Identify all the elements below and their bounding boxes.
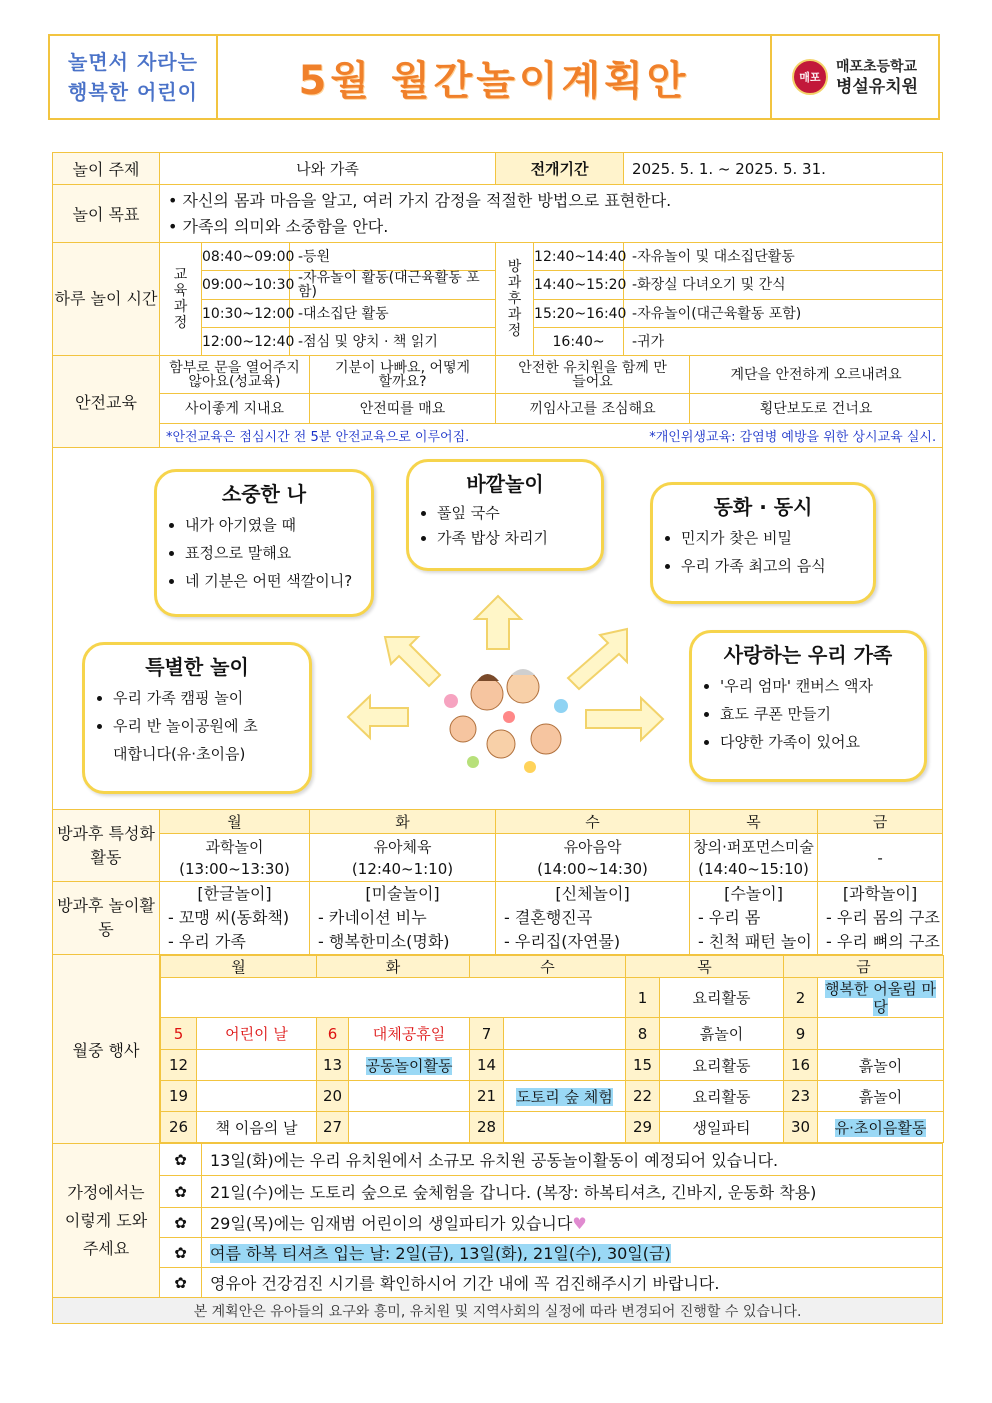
calendar-event: 대체공휴일 [349,1018,470,1050]
schedule-time: 08:40~09:00 [202,243,290,271]
activity-time: (13:00~13:30) [179,859,290,878]
arrow-upright-icon [568,629,627,689]
calendar-date: 2 [784,978,818,1018]
home-note: 21일(수)에는 도토리 숲으로 숲체험을 갑니다. (복장: 하복티셔츠, 긴바지, 운동화 착용) [202,1176,943,1208]
bubble-title: 특별한 놀이 [145,654,249,679]
calendar-event: 요리활동 [660,978,784,1018]
heart-icon: ♥ [572,1214,587,1233]
flower-bullet-icon: ✿ [160,1238,202,1268]
calendar-event [504,1050,626,1081]
bubble-item: • 우리 가족 캠핑 놀이 [113,684,309,712]
kindergarten-name: 병설유치원 [835,76,919,97]
weekday-tue: 화 [317,956,470,978]
play-category: [수놀이] [724,884,783,903]
safety-topic: 안전한 유치원을 함께 만들어요 [496,356,690,394]
safety-topic: 계단을 안전하게 오르내려요 [690,356,943,394]
bubble-item: • 민지가 찾은 비밀 [681,524,873,552]
bubble-title: 소중한 나 [221,481,307,506]
safety-row [53,356,943,394]
calendar-date: 6 [317,1018,349,1050]
play-item: - 우리 가족 [168,932,246,951]
page-header [48,34,940,120]
schedule-row [53,243,943,271]
bubble-item: • 우리 반 놀이공원에 초대합니다(유·초이음) [113,712,268,768]
schedule-activity: -자유놀이 및 대소집단활동 [624,243,943,271]
activity-name: 유아체육 [373,837,432,856]
flower-bullet-icon: ✿ [160,1176,202,1208]
calendar-date: 13 [317,1050,349,1081]
schedule-activity: -자유놀이 활동(대근육활동 포함) [290,271,496,300]
bubble-title: 사랑하는 우리 가족 [723,642,893,667]
weekday-fri: 금 [784,956,944,978]
calendar-date: 8 [626,1018,660,1050]
home-note: 29일(목)에는 임재범 어린이의 생일파티가 있습니다 [210,1214,573,1233]
schedule-time: 10:30~12:00 [202,300,290,328]
calendar-event: 흙놀이 [818,1050,944,1081]
curriculum-label: 교육과정 [160,243,202,356]
bubble-title: 바깥놀이 [466,471,544,496]
goal-item: • 자신의 몸과 마음을 알고, 여러 가지 감정을 적절한 방법으로 표현한다. [168,190,672,210]
play-item: - 우리집(자연물) [504,932,621,951]
play-item: - 꼬맹 씨(동화책) [168,908,290,927]
mindmap-arrows [53,449,943,809]
calendar-date: 19 [161,1081,197,1112]
activity-name: 유아음악 [563,837,622,856]
play-item: - 행복한미소(명화) [318,932,450,951]
activity-time: (14:00~14:30) [537,859,648,878]
schedule-activity: -등원 [290,243,496,271]
schedule-time: 16:40~ [534,328,624,356]
schedule-activity: -화장실 다녀오기 및 간식 [624,271,943,300]
weekday-thu: 목 [626,956,784,978]
goals-row [53,185,943,243]
activity-time: (14:40~15:10) [698,859,809,878]
play-category: [미술놀이] [365,884,440,903]
play-activity-label: 방과후 놀이활동 [53,882,160,955]
bubble-title: 동화 · 동시 [713,494,813,519]
schedule-activity: -대소집단 활동 [290,300,496,328]
schedule-time: 12:00~12:40 [202,328,290,356]
period-value: 2025. 5. 1. ~ 2025. 5. 31. [624,153,943,185]
safety-topic: 횡단보도로 건너요 [690,394,943,424]
activity-name: 창의·퍼포먼스미술 [693,837,814,856]
schedule-label: 하루 놀이 시간 [53,243,160,356]
calendar-event [197,1081,317,1112]
goals-label: 놀이 목표 [53,185,160,243]
calendar-event [349,1081,470,1112]
play-item: - 친척 패턴 놀이 [698,932,812,951]
calendar-date: 7 [470,1018,504,1050]
arrow-up-icon [475,596,521,649]
family-illustration-icon [444,669,568,773]
weekday-tue: 화 [310,810,496,834]
events-label: 월중 행사 [53,955,160,1144]
calendar-date: 5 [161,1018,197,1050]
mindmap-row [53,448,943,810]
schedule-activity: -귀가 [624,328,943,356]
calendar-date: 16 [784,1050,818,1081]
activity-mindmap [53,449,943,809]
safety-topic: 안전띠를 매요 [310,394,496,424]
plan-table [52,152,943,1324]
calendar-date: 14 [470,1050,504,1081]
arrow-left-icon [348,696,408,738]
safety-topic: 함부로 문을 열어주지 않아요(성교육) [160,356,310,394]
schedule-time: 15:20~16:40 [534,300,624,328]
play-category: [과학놀이] [842,884,918,903]
home-note: 여름 하복 티셔츠 입는 날: 2일(금), 13일(화), 21일(수), 30일(금) [210,1244,671,1263]
calendar-event [504,1018,626,1050]
weekday-fri: 금 [818,810,943,834]
calendar-empty [161,978,626,1018]
safety-topic: 끼임사고를 조심해요 [496,394,690,424]
calendar-date: 9 [784,1018,818,1050]
play-category: [한글놀이] [197,884,272,903]
activity-name: 과학놀이 [205,837,264,856]
bubble-item: • 표정으로 말해요 [185,539,371,567]
bubble-item: • 우리 가족 최고의 음식 [681,552,873,580]
calendar-date: 1 [626,978,660,1018]
events-calendar [160,955,944,1143]
calendar-event: 행복한 어울림 마당 [825,979,936,1016]
slogan-line-2: 행복한 어린이 [68,80,198,104]
play-item: - 우리 뼈의 구조 [826,932,940,951]
bubble-item: • 효도 쿠폰 만들기 [720,700,924,728]
home-note: 영유아 건강검진 시기를 확인하시어 기간 내에 꼭 검진해주시기 바랍니다. [202,1268,943,1298]
calendar-event [818,1018,944,1050]
calendar-event: 책 이음의 날 [197,1112,317,1143]
play-item: - 카네이션 비누 [318,908,427,927]
calendar-date: 12 [161,1050,197,1081]
goal-item: • 가족의 의미와 소중함을 안다. [168,216,389,236]
activity-time: (12:40~1:10) [351,859,454,878]
weekday-mon: 월 [160,810,310,834]
weekday-header-row [53,810,943,834]
calendar-event: 흙놀이 [660,1018,784,1050]
afterschool-label: 방과후과정 [496,243,534,356]
safety-topic: 기분이 나빠요, 어떻게 할까요? [310,356,496,394]
bubble-item: • '우리 엄마' 캔버스 액자 [720,672,924,700]
weekday-wed: 수 [470,956,626,978]
school-seal-icon: 매포 [792,59,828,95]
calendar-event [197,1050,317,1081]
flower-bullet-icon: ✿ [160,1208,202,1238]
calendar-event: 공동놀이활동 [365,1056,453,1075]
schedule-time: 12:40~14:40 [534,243,624,271]
calendar-date: 22 [626,1081,660,1112]
arrow-upleft-icon [385,637,440,686]
flower-bullet-icon: ✿ [160,1144,202,1176]
theme-value: 나와 가족 [160,153,496,185]
calendar-date: 21 [470,1081,504,1112]
page-title: 5월 월간놀이계획안 [298,57,690,104]
weekday-mon: 월 [161,956,317,978]
calendar-event: 생일파티 [660,1112,784,1143]
school-name: 매포초등학교 [835,58,918,75]
play-category: [신체놀이] [555,884,630,903]
calendar-date: 28 [470,1112,504,1143]
calendar-event: 도토리 숲 체험 [516,1087,613,1106]
bubble-item: • 다양한 가족이 있어요 [720,728,924,756]
special-activity-row [53,834,943,882]
calendar-date: 29 [626,1112,660,1143]
theme-row [53,153,943,185]
calendar-date: 30 [784,1112,818,1143]
calendar-date: 20 [317,1081,349,1112]
home-note: 13일(화)에는 우리 유치원에서 소규모 유치원 공동놀이활동이 예정되어 있습니다. [202,1144,943,1176]
calendar-event [504,1112,626,1143]
events-row [53,955,943,1144]
bubble-item: • 네 기분은 어떤 색깔이니? [185,567,371,595]
school-logo [770,36,938,118]
calendar-date: 26 [161,1112,197,1143]
play-item: - 우리 몸 [698,908,761,927]
weekday-thu: 목 [690,810,818,834]
home-note-row [53,1144,943,1176]
flower-bullet-icon: ✿ [160,1268,202,1298]
schedule-activity: -자유놀이(대근육활동 포함) [624,300,943,328]
bubble-item: • 풀잎 국수 [437,501,601,526]
slogan [50,36,218,118]
arrow-right-icon [586,698,663,740]
slogan-line-1: 놀면서 자라는 [68,50,198,74]
bubble-item: • 가족 밥상 차리기 [437,526,601,551]
calendar-event: 유·초이음활동 [834,1118,927,1137]
activity-name: - [818,834,943,882]
calendar-event [349,1112,470,1143]
calendar-event: 어린이 날 [197,1018,317,1050]
schedule-time: 09:00~10:30 [202,271,290,300]
period-label: 전개기간 [496,153,624,185]
theme-label: 놀이 주제 [53,153,160,185]
home-label: 가정에서는 이렇게 도와주세요 [53,1144,160,1298]
weekday-wed: 수 [496,810,690,834]
calendar-date: 23 [784,1081,818,1112]
safety-label: 안전교육 [53,356,160,448]
footer-note: 본 계획안은 유아들의 요구와 흥미, 유치원 및 지역사회의 실정에 따라 변경되어 진행할 수 있습니다. [53,1298,943,1324]
calendar-date: 27 [317,1112,349,1143]
play-item: - 우리 몸의 구조 [826,908,940,927]
schedule-time: 14:40~15:20 [534,271,624,300]
play-activity-row [53,882,943,955]
calendar-event: 요리활동 [660,1081,784,1112]
play-item: - 결혼행진곡 [504,908,593,927]
bubble-item: • 내가 아기였을 때 [185,511,371,539]
hygiene-note: *개인위생교육: 감염병 예방을 위한 상시교육 실시. [649,430,937,445]
safety-topic: 사이좋게 지내요 [160,394,310,424]
schedule-activity: -점심 및 양치 · 책 읽기 [290,328,496,356]
calendar-event: 흙놀이 [818,1081,944,1112]
calendar-event: 요리활동 [660,1050,784,1081]
calendar-date: 15 [626,1050,660,1081]
special-activity-label: 방과후 특성화활동 [53,810,160,882]
safety-note: *안전교육은 점심시간 전 5분 안전교육으로 이루어짐. [166,430,470,445]
